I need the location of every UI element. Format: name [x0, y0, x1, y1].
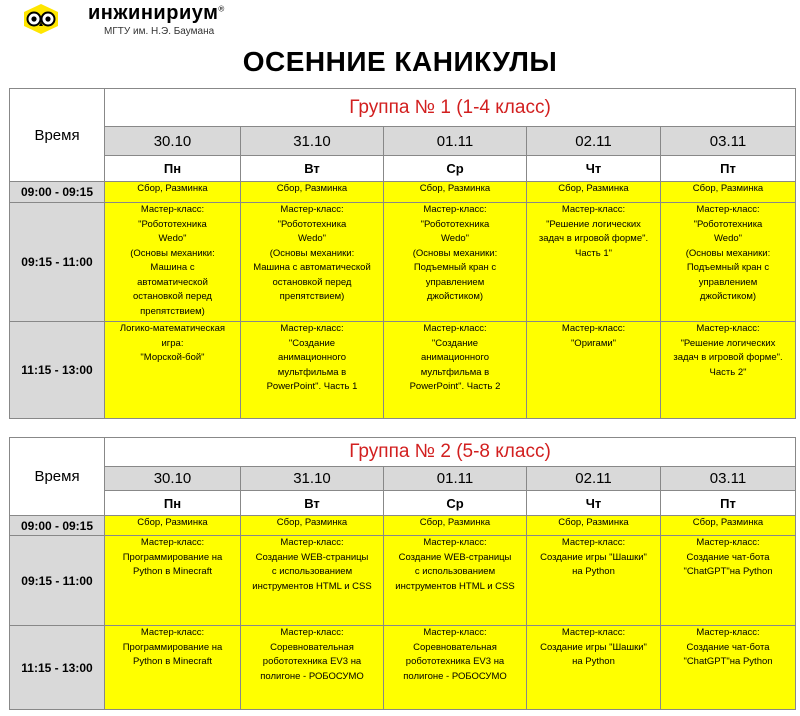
activity-cell: Сбор, Разминка — [527, 182, 661, 203]
activity-cell: Мастер-класс: Создание чат-бота "ChatGPT"на Python — [661, 536, 796, 626]
activity-cell: Мастер-класс: Создание игры "Шашки" на Python — [527, 626, 661, 710]
logo — [24, 2, 254, 38]
activity-cell: Мастер-класс: "Робототехника Wedo" (Основы механики: Подъемный кран с управлением джойстиком) — [661, 203, 796, 322]
day-header: Ср — [384, 156, 527, 182]
date-header: 03.11 — [661, 127, 796, 156]
day-header: Чт — [527, 156, 661, 182]
time-slot: 09:00 - 09:15 — [10, 516, 105, 536]
time-header: Время — [10, 438, 105, 516]
day-header: Вт — [241, 156, 384, 182]
activity-cell: Мастер-класс: "Создание анимационного мультфильма в PowerPoint". Часть 2 — [384, 322, 527, 419]
time-slot: 09:15 - 11:00 — [10, 203, 105, 322]
time-slot: 09:15 - 11:00 — [10, 536, 105, 626]
brand-name: инжинириум® — [88, 2, 225, 24]
activity-cell: Сбор, Разминка — [241, 516, 384, 536]
activity-cell: Сбор, Разминка — [241, 182, 384, 203]
date-header: 31.10 — [241, 467, 384, 491]
activity-cell: Мастер-класс: Программирование на Python в Minecraft — [105, 536, 241, 626]
activity-cell: Сбор, Разминка — [527, 516, 661, 536]
activity-cell: Мастер-класс: Создание WEB-страницы с использованием инструментов HTML и CSS — [384, 536, 527, 626]
date-header: 02.11 — [527, 127, 661, 156]
date-header: 01.11 — [384, 467, 527, 491]
date-header: 30.10 — [105, 467, 241, 491]
date-header: 02.11 — [527, 467, 661, 491]
group-title: Группа № 2 (5-8 класс) — [105, 438, 796, 467]
activity-cell: Мастер-класс: "Робототехника Wedo" (Основы механики: Подъемный кран с управлением джойстиком) — [384, 203, 527, 322]
day-header: Вт — [241, 491, 384, 516]
activity-cell: Мастер-класс: "Оригами" — [527, 322, 661, 419]
schedule-table-group-2 — [9, 437, 796, 710]
brand-subtitle: МГТУ им. Н.Э. Баумана — [104, 26, 215, 37]
activity-cell: Мастер-класс: Создание чат-бота "ChatGPT"на Python — [661, 626, 796, 710]
date-header: 03.11 — [661, 467, 796, 491]
day-header: Пт — [661, 156, 796, 182]
activity-cell: Мастер-класс: Программирование на Python в Minecraft — [105, 626, 241, 710]
group-title: Группа № 1 (1-4 класс) — [105, 89, 796, 127]
day-header: Пт — [661, 491, 796, 516]
date-header: 30.10 — [105, 127, 241, 156]
activity-cell: Мастер-класс: Создание WEB-страницы с использованием инструментов HTML и CSS — [241, 536, 384, 626]
activity-cell: Мастер-класс: "Решение логических задач в игровой форме". Часть 1" — [527, 203, 661, 322]
schedule-table-group-1 — [9, 88, 796, 419]
activity-cell: Логико-математическая игра: "Морской-бой" — [105, 322, 241, 419]
activity-cell: Сбор, Разминка — [105, 516, 241, 536]
activity-cell: Мастер-класс: Соревновательная робототехника EV3 на полигоне - РОБОСУМО — [384, 626, 527, 710]
day-header: Пн — [105, 491, 241, 516]
date-header: 31.10 — [241, 127, 384, 156]
time-slot: 11:15 - 13:00 — [10, 322, 105, 419]
activity-cell: Мастер-класс: Соревновательная робототехника EV3 на полигоне - РОБОСУМО — [241, 626, 384, 710]
activity-cell: Сбор, Разминка — [661, 516, 796, 536]
day-header: Чт — [527, 491, 661, 516]
day-header: Пн — [105, 156, 241, 182]
activity-cell: Мастер-класс: "Создание анимационного мультфильма в PowerPoint". Часть 1 — [241, 322, 384, 419]
activity-cell: Сбор, Разминка — [105, 182, 241, 203]
date-header: 01.11 — [384, 127, 527, 156]
activity-cell: Сбор, Разминка — [384, 182, 527, 203]
day-header: Ср — [384, 491, 527, 516]
activity-cell: Мастер-класс: "Решение логических задач в игровой форме". Часть 2" — [661, 322, 796, 419]
activity-cell: Сбор, Разминка — [661, 182, 796, 203]
activity-cell: Мастер-класс: Создание игры "Шашки" на Python — [527, 536, 661, 626]
time-slot: 09:00 - 09:15 — [10, 182, 105, 203]
activity-cell: Мастер-класс: "Робототехника Wedo" (Основы механики: Машина с автоматической остановкой перед препятствием) — [105, 203, 241, 322]
time-header: Время — [10, 89, 105, 182]
page-title: ОСЕННИЕ КАНИКУЛЫ — [242, 46, 558, 77]
activity-cell: Мастер-класс: "Робототехника Wedo" (Основы механики: Машина с автоматической остановкой перед препятствием) — [241, 203, 384, 322]
time-slot: 11:15 - 13:00 — [10, 626, 105, 710]
activity-cell: Сбор, Разминка — [384, 516, 527, 536]
owl-logo-icon — [24, 4, 58, 34]
